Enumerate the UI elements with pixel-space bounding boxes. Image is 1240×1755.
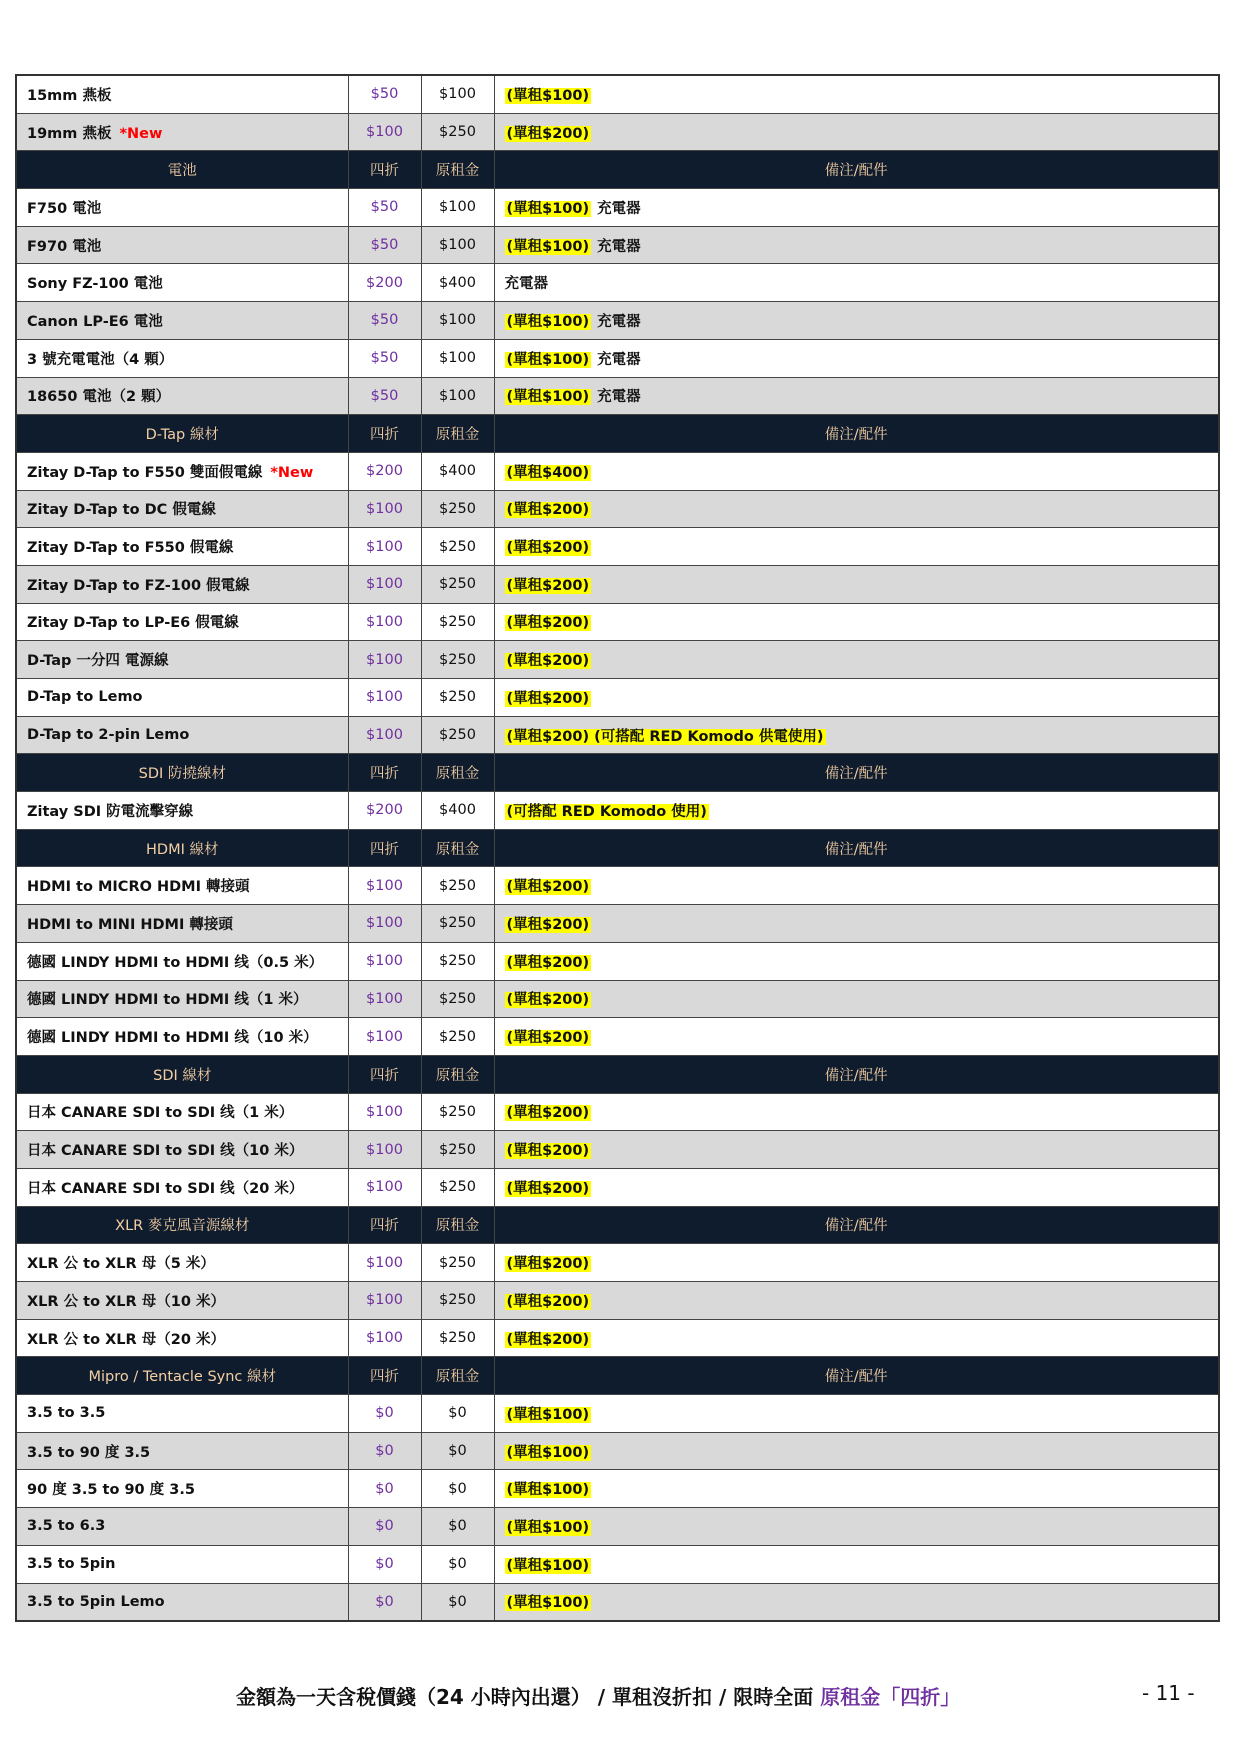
section-header-row [16, 151, 1219, 189]
table-row [16, 189, 1219, 227]
discount-price: $100 [348, 113, 421, 151]
item-name [16, 980, 348, 1018]
item-name-text: 15mm 燕板 [27, 87, 112, 104]
table-row [16, 452, 1219, 490]
item-name [16, 377, 348, 415]
note-highlight: (單租$200) [506, 954, 590, 971]
original-price: $250 [421, 980, 494, 1018]
item-name [16, 942, 348, 980]
section-header-row [16, 415, 1219, 453]
discount-price: $100 [348, 679, 421, 717]
original-price: $100 [421, 302, 494, 340]
table-row [16, 867, 1219, 905]
item-name-text: Zitay D-Tap to DC 假電線 [27, 502, 216, 519]
original-price: $250 [421, 1244, 494, 1282]
discount-price: $50 [348, 75, 421, 113]
item-name-text: 3.5 to 5pin [27, 1556, 116, 1573]
item-name-text: 德國 LINDY HDMI to HDMI 线（10 米） [27, 1030, 318, 1047]
discount-price: $100 [348, 716, 421, 754]
item-name [16, 1244, 348, 1282]
item-name-text: 日本 CANARE SDI to SDI 线（10 米） [27, 1143, 304, 1160]
note-cell [494, 377, 1219, 415]
note-accessory: 充電器 [597, 313, 641, 330]
note-cell [494, 716, 1219, 754]
item-name-text: Zitay SDI 防電流擊穿線 [27, 803, 194, 820]
discount-price: $100 [348, 1282, 421, 1320]
item-name-text: 19mm 燕板 [27, 125, 112, 142]
item-name-text: 3.5 to 6.3 [27, 1518, 106, 1535]
section-title: D-Tap 線材 [16, 415, 348, 453]
table-row [16, 339, 1219, 377]
note-highlight: (單租$200) [506, 1180, 590, 1197]
note-cell [494, 1282, 1219, 1320]
note-highlight: (單租$200) [506, 1143, 590, 1160]
note-cell [494, 1470, 1219, 1508]
page-footer [0, 1675, 1240, 1715]
header-discount-label: 四折 [348, 754, 421, 792]
item-name [16, 1583, 348, 1621]
table-row [16, 1168, 1219, 1206]
note-cell [494, 452, 1219, 490]
original-price: $250 [421, 942, 494, 980]
header-note-label: 備注/配件 [494, 1055, 1219, 1093]
original-price: $250 [421, 528, 494, 566]
table-row [16, 905, 1219, 943]
discount-price: $100 [348, 905, 421, 943]
original-price: $0 [421, 1395, 494, 1433]
original-price: $250 [421, 641, 494, 679]
item-name [16, 1545, 348, 1583]
note-cell [494, 867, 1219, 905]
original-price: $0 [421, 1470, 494, 1508]
section-header-row [16, 1206, 1219, 1244]
header-original-label: 原租金 [421, 1206, 494, 1244]
note-cell [494, 1018, 1219, 1056]
discount-price: $100 [348, 1018, 421, 1056]
item-name-text: 日本 CANARE SDI to SDI 线（20 米） [27, 1180, 304, 1197]
table-row [16, 113, 1219, 151]
header-discount-label: 四折 [348, 1206, 421, 1244]
item-name-text: Canon LP-E6 電池 [27, 313, 163, 330]
price-table [15, 74, 1220, 1622]
item-name-text: Zitay D-Tap to FZ-100 假電線 [27, 577, 250, 594]
item-name-text: 90 度 3.5 to 90 度 3.5 [27, 1482, 195, 1499]
discount-price: $100 [348, 942, 421, 980]
note-highlight: (單租$200) [506, 653, 590, 670]
item-name-text: Sony FZ-100 電池 [27, 276, 163, 293]
footer-note [236, 1681, 960, 1710]
discount-price: $200 [348, 792, 421, 830]
item-name [16, 264, 348, 302]
note-cell [494, 942, 1219, 980]
item-name [16, 226, 348, 264]
item-name [16, 528, 348, 566]
item-name-text: Zitay D-Tap to F550 雙面假電線 [27, 464, 263, 481]
table-row [16, 1319, 1219, 1357]
note-accessory: 充電器 [597, 238, 641, 255]
table-row [16, 1583, 1219, 1621]
note-highlight: (單租$100) [506, 1557, 590, 1574]
item-name-text: 3.5 to 90 度 3.5 [27, 1444, 151, 1461]
note-cell [494, 603, 1219, 641]
section-title: HDMI 線材 [16, 829, 348, 867]
table-row [16, 1395, 1219, 1433]
header-discount-label: 四折 [348, 151, 421, 189]
note-cell [494, 1244, 1219, 1282]
note-highlight: (單租$100) [506, 87, 590, 104]
note-cell [494, 75, 1219, 113]
item-name [16, 867, 348, 905]
discount-price: $100 [348, 490, 421, 528]
header-original-label: 原租金 [421, 415, 494, 453]
original-price: $0 [421, 1508, 494, 1546]
discount-price: $0 [348, 1395, 421, 1433]
note-accessory: 充電器 [597, 389, 641, 406]
section-header-row [16, 829, 1219, 867]
discount-price: $100 [348, 980, 421, 1018]
discount-price: $50 [348, 302, 421, 340]
item-name-text: Zitay D-Tap to LP-E6 假電線 [27, 615, 239, 632]
item-name-text: 3.5 to 3.5 [27, 1405, 106, 1422]
table-row [16, 1545, 1219, 1583]
item-name [16, 905, 348, 943]
original-price: $250 [421, 1131, 494, 1169]
item-name [16, 1282, 348, 1320]
item-name-text: 日本 CANARE SDI to SDI 线（1 米） [27, 1105, 294, 1122]
table-row [16, 716, 1219, 754]
table-row [16, 1470, 1219, 1508]
original-price: $0 [421, 1432, 494, 1470]
original-price: $250 [421, 905, 494, 943]
item-name [16, 75, 348, 113]
item-name-text: XLR 公 to XLR 母（5 米） [27, 1256, 215, 1273]
header-note-label: 備注/配件 [494, 829, 1219, 867]
item-name [16, 1018, 348, 1056]
header-original-label: 原租金 [421, 754, 494, 792]
header-note-label: 備注/配件 [494, 415, 1219, 453]
table-body [16, 75, 1219, 1621]
discount-price: $0 [348, 1583, 421, 1621]
original-price: $400 [421, 452, 494, 490]
header-note-label: 備注/配件 [494, 151, 1219, 189]
note-highlight: (單租$100) [506, 313, 590, 330]
item-name [16, 1168, 348, 1206]
original-price: $250 [421, 1018, 494, 1056]
original-price: $250 [421, 603, 494, 641]
note-cell [494, 302, 1219, 340]
original-price: $400 [421, 792, 494, 830]
table-row [16, 1131, 1219, 1169]
note-highlight: (單租$200) (可搭配 RED Komodo 供電使用) [506, 728, 824, 745]
note-highlight: (單租$200) [506, 1105, 590, 1122]
original-price: $100 [421, 226, 494, 264]
header-note-label: 備注/配件 [494, 754, 1219, 792]
original-price: $100 [421, 377, 494, 415]
note-cell [494, 339, 1219, 377]
item-name-text: XLR 公 to XLR 母（20 米） [27, 1331, 225, 1348]
item-name [16, 339, 348, 377]
table-row [16, 302, 1219, 340]
item-name [16, 1319, 348, 1357]
section-title: Mipro / Tentacle Sync 線材 [16, 1357, 348, 1395]
note-cell [494, 1432, 1219, 1470]
discount-price: $50 [348, 226, 421, 264]
section-title: SDI 線材 [16, 1055, 348, 1093]
note-highlight: (單租$200) [506, 1331, 590, 1348]
table-row [16, 528, 1219, 566]
note-highlight: (單租$200) [506, 615, 590, 632]
note-highlight: (單租$200) [506, 125, 590, 142]
footer-note-accent: 原租金「四折」 [820, 1685, 961, 1709]
discount-price: $100 [348, 1319, 421, 1357]
header-note-label: 備注/配件 [494, 1206, 1219, 1244]
item-name-text: F750 電池 [27, 200, 102, 217]
note-accessory: 充電器 [504, 276, 548, 293]
section-header-row [16, 754, 1219, 792]
note-cell [494, 1508, 1219, 1546]
new-tag: *New [270, 464, 314, 481]
note-highlight: (單租$100) [506, 200, 590, 217]
original-price: $0 [421, 1545, 494, 1583]
note-cell [494, 565, 1219, 603]
item-name-text: D-Tap 一分四 電源線 [27, 653, 169, 670]
note-cell [494, 980, 1219, 1018]
table-row [16, 679, 1219, 717]
item-name [16, 302, 348, 340]
discount-price: $100 [348, 1168, 421, 1206]
note-highlight: (單租$100) [506, 238, 590, 255]
item-name-text: HDMI to MICRO HDMI 轉接頭 [27, 879, 250, 896]
original-price: $250 [421, 113, 494, 151]
discount-price: $100 [348, 1093, 421, 1131]
item-name [16, 113, 348, 151]
table-row [16, 1282, 1219, 1320]
note-cell [494, 189, 1219, 227]
header-original-label: 原租金 [421, 151, 494, 189]
note-cell [494, 1131, 1219, 1169]
table-row [16, 490, 1219, 528]
note-highlight: (單租$200) [506, 502, 590, 519]
item-name [16, 641, 348, 679]
item-name-text: F970 電池 [27, 238, 102, 255]
item-name-text: HDMI to MINI HDMI 轉接頭 [27, 916, 233, 933]
item-name [16, 679, 348, 717]
table-row [16, 1508, 1219, 1546]
note-highlight: (可搭配 RED Komodo 使用) [506, 803, 707, 820]
note-highlight: (單租$200) [506, 1293, 590, 1310]
note-highlight: (單租$200) [506, 916, 590, 933]
original-price: $100 [421, 75, 494, 113]
table-row [16, 603, 1219, 641]
item-name [16, 452, 348, 490]
item-name [16, 189, 348, 227]
item-name [16, 1131, 348, 1169]
header-discount-label: 四折 [348, 1357, 421, 1395]
note-cell [494, 1583, 1219, 1621]
note-cell [494, 1093, 1219, 1131]
table-row [16, 980, 1219, 1018]
discount-price: $200 [348, 264, 421, 302]
note-highlight: (單租$400) [506, 464, 590, 481]
discount-price: $50 [348, 377, 421, 415]
original-price: $250 [421, 867, 494, 905]
discount-price: $200 [348, 452, 421, 490]
note-cell [494, 1168, 1219, 1206]
table-row [16, 1244, 1219, 1282]
item-name-text: Zitay D-Tap to F550 假電線 [27, 540, 234, 557]
item-name [16, 603, 348, 641]
original-price: $250 [421, 1282, 494, 1320]
discount-price: $50 [348, 339, 421, 377]
note-highlight: (單租$200) [506, 690, 590, 707]
original-price: $250 [421, 1168, 494, 1206]
note-highlight: (單租$100) [506, 1444, 590, 1461]
discount-price: $100 [348, 867, 421, 905]
original-price: $250 [421, 1093, 494, 1131]
note-highlight: (單租$200) [506, 577, 590, 594]
header-discount-label: 四折 [348, 829, 421, 867]
item-name-text: 3 號充電電池（4 顆） [27, 351, 174, 368]
table-row [16, 1432, 1219, 1470]
discount-price: $100 [348, 641, 421, 679]
section-header-row [16, 1055, 1219, 1093]
original-price: $100 [421, 339, 494, 377]
discount-price: $0 [348, 1545, 421, 1583]
item-name [16, 490, 348, 528]
header-discount-label: 四折 [348, 415, 421, 453]
original-price: $250 [421, 679, 494, 717]
note-highlight: (單租$200) [506, 1030, 590, 1047]
section-header-row [16, 1357, 1219, 1395]
item-name [16, 1432, 348, 1470]
item-name-text: 德國 LINDY HDMI to HDMI 线（0.5 米） [27, 954, 324, 971]
original-price: $0 [421, 1583, 494, 1621]
header-note-label: 備注/配件 [494, 1357, 1219, 1395]
item-name [16, 716, 348, 754]
table-row [16, 942, 1219, 980]
header-original-label: 原租金 [421, 1357, 494, 1395]
item-name-text: 18650 電池（2 顆） [27, 389, 171, 406]
note-highlight: (單租$100) [506, 389, 590, 406]
item-name [16, 792, 348, 830]
note-highlight: (單租$100) [506, 351, 590, 368]
note-highlight: (單租$200) [506, 1256, 590, 1273]
section-title: XLR 麥克風音源線材 [16, 1206, 348, 1244]
discount-price: $0 [348, 1470, 421, 1508]
original-price: $250 [421, 1319, 494, 1357]
original-price: $100 [421, 189, 494, 227]
item-name-text: D-Tap to Lemo [27, 689, 143, 706]
table-row [16, 1018, 1219, 1056]
discount-price: $0 [348, 1508, 421, 1546]
note-cell [494, 679, 1219, 717]
table-row [16, 641, 1219, 679]
page-number: - 11 - [1142, 1681, 1195, 1705]
note-cell [494, 1545, 1219, 1583]
discount-price: $50 [348, 189, 421, 227]
header-discount-label: 四折 [348, 1055, 421, 1093]
discount-price: $0 [348, 1432, 421, 1470]
section-title: SDI 防撓線材 [16, 754, 348, 792]
original-price: $250 [421, 490, 494, 528]
header-original-label: 原租金 [421, 1055, 494, 1093]
note-cell [494, 113, 1219, 151]
original-price: $250 [421, 565, 494, 603]
item-name [16, 1093, 348, 1131]
item-name [16, 1508, 348, 1546]
item-name-text: XLR 公 to XLR 母（10 米） [27, 1293, 225, 1310]
original-price: $400 [421, 264, 494, 302]
table-row [16, 75, 1219, 113]
table-row [16, 565, 1219, 603]
note-cell [494, 528, 1219, 566]
note-cell [494, 641, 1219, 679]
note-highlight: (單租$200) [506, 540, 590, 557]
note-highlight: (單租$100) [506, 1482, 590, 1499]
original-price: $250 [421, 716, 494, 754]
table-row [16, 264, 1219, 302]
note-cell [494, 1319, 1219, 1357]
new-tag: *New [119, 125, 163, 142]
table-row [16, 792, 1219, 830]
section-title: 電池 [16, 151, 348, 189]
note-highlight: (單租$200) [506, 992, 590, 1009]
note-highlight: (單租$200) [506, 879, 590, 896]
item-name-text: D-Tap to 2-pin Lemo [27, 727, 190, 744]
note-cell [494, 264, 1219, 302]
item-name-text: 德國 LINDY HDMI to HDMI 线（1 米） [27, 992, 308, 1009]
note-highlight: (單租$100) [506, 1406, 590, 1423]
table-row [16, 377, 1219, 415]
item-name [16, 565, 348, 603]
note-highlight: (單租$100) [506, 1595, 590, 1612]
item-name [16, 1395, 348, 1433]
note-accessory: 充電器 [597, 200, 641, 217]
discount-price: $100 [348, 565, 421, 603]
discount-price: $100 [348, 528, 421, 566]
table-row [16, 1093, 1219, 1131]
item-name-text: 3.5 to 5pin Lemo [27, 1593, 165, 1610]
note-highlight: (單租$100) [506, 1519, 590, 1536]
item-name [16, 1470, 348, 1508]
note-cell [494, 490, 1219, 528]
discount-price: $100 [348, 603, 421, 641]
table-row [16, 226, 1219, 264]
discount-price: $100 [348, 1244, 421, 1282]
header-original-label: 原租金 [421, 829, 494, 867]
note-cell [494, 226, 1219, 264]
note-accessory: 充電器 [597, 351, 641, 368]
footer-note-text: 金額為一天含稅價錢（24 小時內出還） / 單租沒折扣 / 限時全面 [236, 1685, 821, 1709]
note-cell [494, 1395, 1219, 1433]
discount-price: $100 [348, 1131, 421, 1169]
note-cell [494, 905, 1219, 943]
note-cell [494, 792, 1219, 830]
